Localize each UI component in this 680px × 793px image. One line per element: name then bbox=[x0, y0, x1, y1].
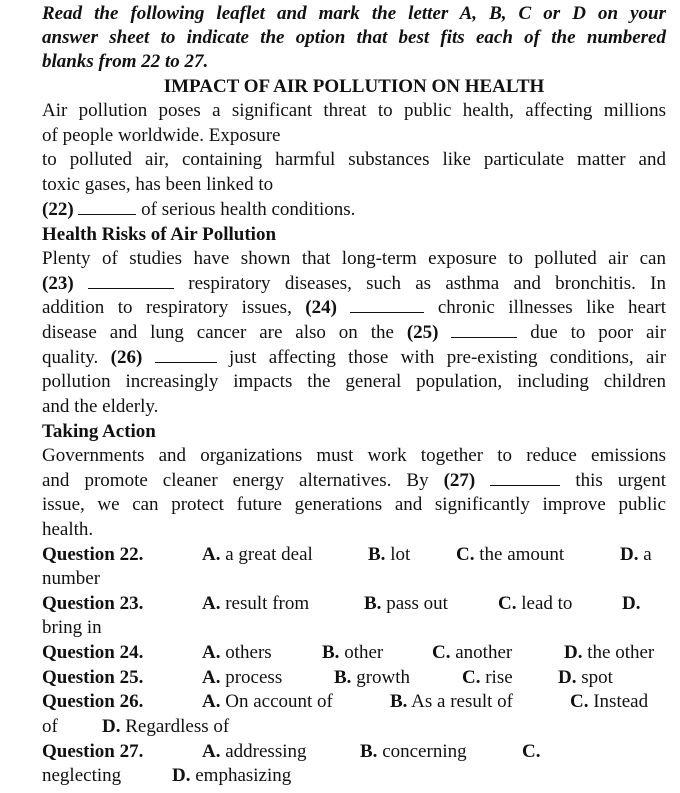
question-number-23: (23) bbox=[42, 273, 74, 294]
section1-line-2 bbox=[42, 272, 666, 296]
question-number-25: (25) bbox=[406, 322, 439, 343]
section1-line-5 bbox=[42, 346, 666, 370]
question-24-option-a[interactable] bbox=[202, 641, 272, 665]
option-text: process bbox=[225, 667, 283, 688]
question-23-wrap: bring in bbox=[42, 617, 102, 638]
option-key: A. bbox=[202, 667, 221, 688]
question-23-option-c[interactable] bbox=[498, 592, 572, 616]
option-text: another bbox=[455, 642, 513, 663]
question-25-row bbox=[42, 666, 666, 690]
section2-line-3: issue, we can protect future generations and significantly improve public bbox=[42, 494, 666, 515]
option-key: C. bbox=[456, 544, 475, 565]
section1-line-4 bbox=[42, 321, 666, 345]
section1-line-6: pollution increasingly impacts the general population, including children bbox=[42, 371, 666, 392]
option-key: B. bbox=[390, 691, 408, 712]
question-26-option-a[interactable] bbox=[202, 690, 333, 714]
option-key: D. bbox=[102, 716, 121, 737]
blank-22 bbox=[78, 198, 136, 215]
section1-line-4-text-b: due to poor air bbox=[530, 322, 667, 343]
blank-27 bbox=[490, 469, 560, 486]
question-number-26: (26) bbox=[110, 347, 143, 368]
intro-line-1: Air pollution poses a significant threat to public health, affecting millions bbox=[42, 100, 666, 121]
question-22-option-d[interactable] bbox=[620, 543, 652, 567]
section1-line-3-text-a: addition to respiratory issues, bbox=[42, 297, 292, 318]
blank-24 bbox=[350, 296, 424, 313]
intro-line-4: toxic gases, has been linked to bbox=[42, 174, 274, 195]
section1-line-3 bbox=[42, 296, 666, 320]
question-23-option-a[interactable] bbox=[202, 592, 309, 616]
section2-line-2 bbox=[42, 469, 666, 493]
option-text: concerning bbox=[382, 741, 467, 762]
option-text: result from bbox=[225, 593, 310, 614]
section1-line-5-text-a: quality. bbox=[42, 347, 99, 368]
instructions-line-3: blanks from 22 to 27. bbox=[42, 51, 209, 72]
question-number-27: (27) bbox=[443, 470, 476, 491]
question-22-option-c[interactable] bbox=[456, 543, 564, 567]
option-key: B. bbox=[334, 667, 352, 688]
section1-line-1: Plenty of studies have shown that long-term exposure to polluted air can bbox=[42, 248, 666, 269]
question-26-option-b[interactable] bbox=[390, 690, 513, 714]
page-title: IMPACT OF AIR POLLUTION ON HEALTH bbox=[163, 76, 545, 97]
question-22-wrap: number bbox=[42, 568, 101, 589]
question-23-row bbox=[42, 592, 666, 616]
question-26-label: Question 26. bbox=[42, 691, 144, 712]
question-25-option-c[interactable] bbox=[462, 666, 513, 690]
question-24-label: Question 24. bbox=[42, 642, 144, 663]
question-25-option-a[interactable] bbox=[202, 666, 282, 690]
section-heading-health-risks: Health Risks of Air Pollution bbox=[42, 224, 277, 245]
question-26-row bbox=[42, 690, 666, 714]
question-number-24: (24) bbox=[305, 297, 337, 318]
section2-line-4: health. bbox=[42, 519, 94, 540]
intro-line-3: to polluted air, containing harmful substances like particulate matter and bbox=[42, 149, 666, 170]
option-text: As a result of bbox=[411, 691, 513, 712]
option-key: C. bbox=[498, 593, 517, 614]
option-text: addressing bbox=[225, 741, 307, 762]
intro-line-5-text: of serious health conditions. bbox=[141, 199, 356, 220]
section1-line-3-text-b: chronic illnesses like heart bbox=[437, 297, 667, 318]
question-26-option-c[interactable] bbox=[570, 690, 648, 714]
option-key: C. bbox=[570, 691, 589, 712]
section1-line-2-text: respiratory diseases, such as asthma and bronchitis. In bbox=[188, 273, 667, 294]
option-text: lot bbox=[390, 544, 411, 565]
question-24-option-c[interactable] bbox=[432, 641, 512, 665]
section1-line-5-text-b: just affecting those with pre-existing conditions, air bbox=[228, 347, 667, 368]
option-text: a bbox=[643, 544, 652, 565]
option-text: the amount bbox=[479, 544, 565, 565]
question-number-22: (22) bbox=[42, 199, 74, 220]
option-text: rise bbox=[485, 667, 513, 688]
option-text: Regardless of bbox=[125, 716, 230, 737]
question-23-option-d[interactable]: D. bbox=[622, 593, 641, 614]
option-key: A. bbox=[202, 593, 221, 614]
option-text: a great deal bbox=[225, 544, 313, 565]
question-25-option-d[interactable] bbox=[558, 666, 613, 690]
option-text: pass out bbox=[386, 593, 448, 614]
option-text: emphasizing bbox=[195, 765, 292, 786]
question-26-wrap: of bbox=[42, 716, 58, 737]
question-26-option-d[interactable] bbox=[102, 715, 229, 739]
question-22-option-b[interactable] bbox=[368, 543, 410, 567]
option-key: D. bbox=[564, 642, 583, 663]
question-24-row bbox=[42, 641, 666, 665]
option-key: D. bbox=[172, 765, 191, 786]
option-key: B. bbox=[368, 544, 386, 565]
option-text: lead to bbox=[521, 593, 573, 614]
question-27-wrap-row bbox=[42, 764, 666, 788]
question-27-option-c[interactable]: C. bbox=[522, 741, 541, 762]
question-22-label: Question 22. bbox=[42, 544, 144, 565]
option-key: C. bbox=[432, 642, 451, 663]
intro-line-5 bbox=[42, 198, 666, 222]
section2-line-2-text-b: this urgent bbox=[575, 470, 667, 491]
option-key: B. bbox=[364, 593, 382, 614]
question-27-row bbox=[42, 740, 666, 764]
question-27-option-d[interactable] bbox=[172, 764, 291, 788]
option-text: Instead bbox=[593, 691, 649, 712]
option-key: A. bbox=[202, 544, 221, 565]
question-24-option-b[interactable] bbox=[322, 641, 383, 665]
instructions-line-1: Read the following leaflet and mark the letter A, B, C or D on your bbox=[42, 3, 666, 24]
question-22-option-a[interactable] bbox=[202, 543, 313, 567]
question-23-option-b[interactable] bbox=[364, 592, 448, 616]
instructions-line-2: answer sheet to indicate the option that best fits each of the numbered bbox=[42, 27, 666, 48]
option-key: B. bbox=[360, 741, 378, 762]
section1-line-4-text-a: disease and lung cancer are also on the bbox=[42, 322, 394, 343]
question-23-label: Question 23. bbox=[42, 593, 144, 614]
question-22-row bbox=[42, 543, 666, 567]
blank-26 bbox=[155, 346, 217, 363]
question-27-wrap: neglecting bbox=[42, 765, 122, 786]
option-key: A. bbox=[202, 642, 221, 663]
question-24-option-d[interactable] bbox=[564, 641, 654, 665]
question-27-option-b[interactable] bbox=[360, 740, 467, 764]
section2-line-1: Governments and organizations must work together to reduce emissions bbox=[42, 445, 666, 466]
section2-line-2-text-a: and promote cleaner energy alternatives. By bbox=[42, 470, 429, 491]
option-key: A. bbox=[202, 741, 221, 762]
section1-line-7: and the elderly. bbox=[42, 396, 159, 417]
question-25-label: Question 25. bbox=[42, 667, 144, 688]
option-key: B. bbox=[322, 642, 340, 663]
option-key: C. bbox=[462, 667, 481, 688]
option-key: A. bbox=[202, 691, 221, 712]
intro-line-2: of people worldwide. Exposure bbox=[42, 125, 281, 146]
option-text: the other bbox=[587, 642, 655, 663]
blank-23 bbox=[88, 272, 174, 289]
option-text: On account of bbox=[225, 691, 333, 712]
option-text: other bbox=[344, 642, 384, 663]
question-25-option-b[interactable] bbox=[334, 666, 410, 690]
question-27-option-a[interactable] bbox=[202, 740, 307, 764]
option-text: growth bbox=[356, 667, 411, 688]
question-27-label: Question 27. bbox=[42, 741, 144, 762]
option-text: others bbox=[225, 642, 272, 663]
option-key: D. bbox=[558, 667, 577, 688]
option-key: D. bbox=[620, 544, 639, 565]
question-26-wrap-row bbox=[42, 715, 666, 739]
option-text: spot bbox=[581, 667, 613, 688]
section-heading-taking-action: Taking Action bbox=[42, 421, 156, 442]
blank-25 bbox=[451, 321, 517, 338]
